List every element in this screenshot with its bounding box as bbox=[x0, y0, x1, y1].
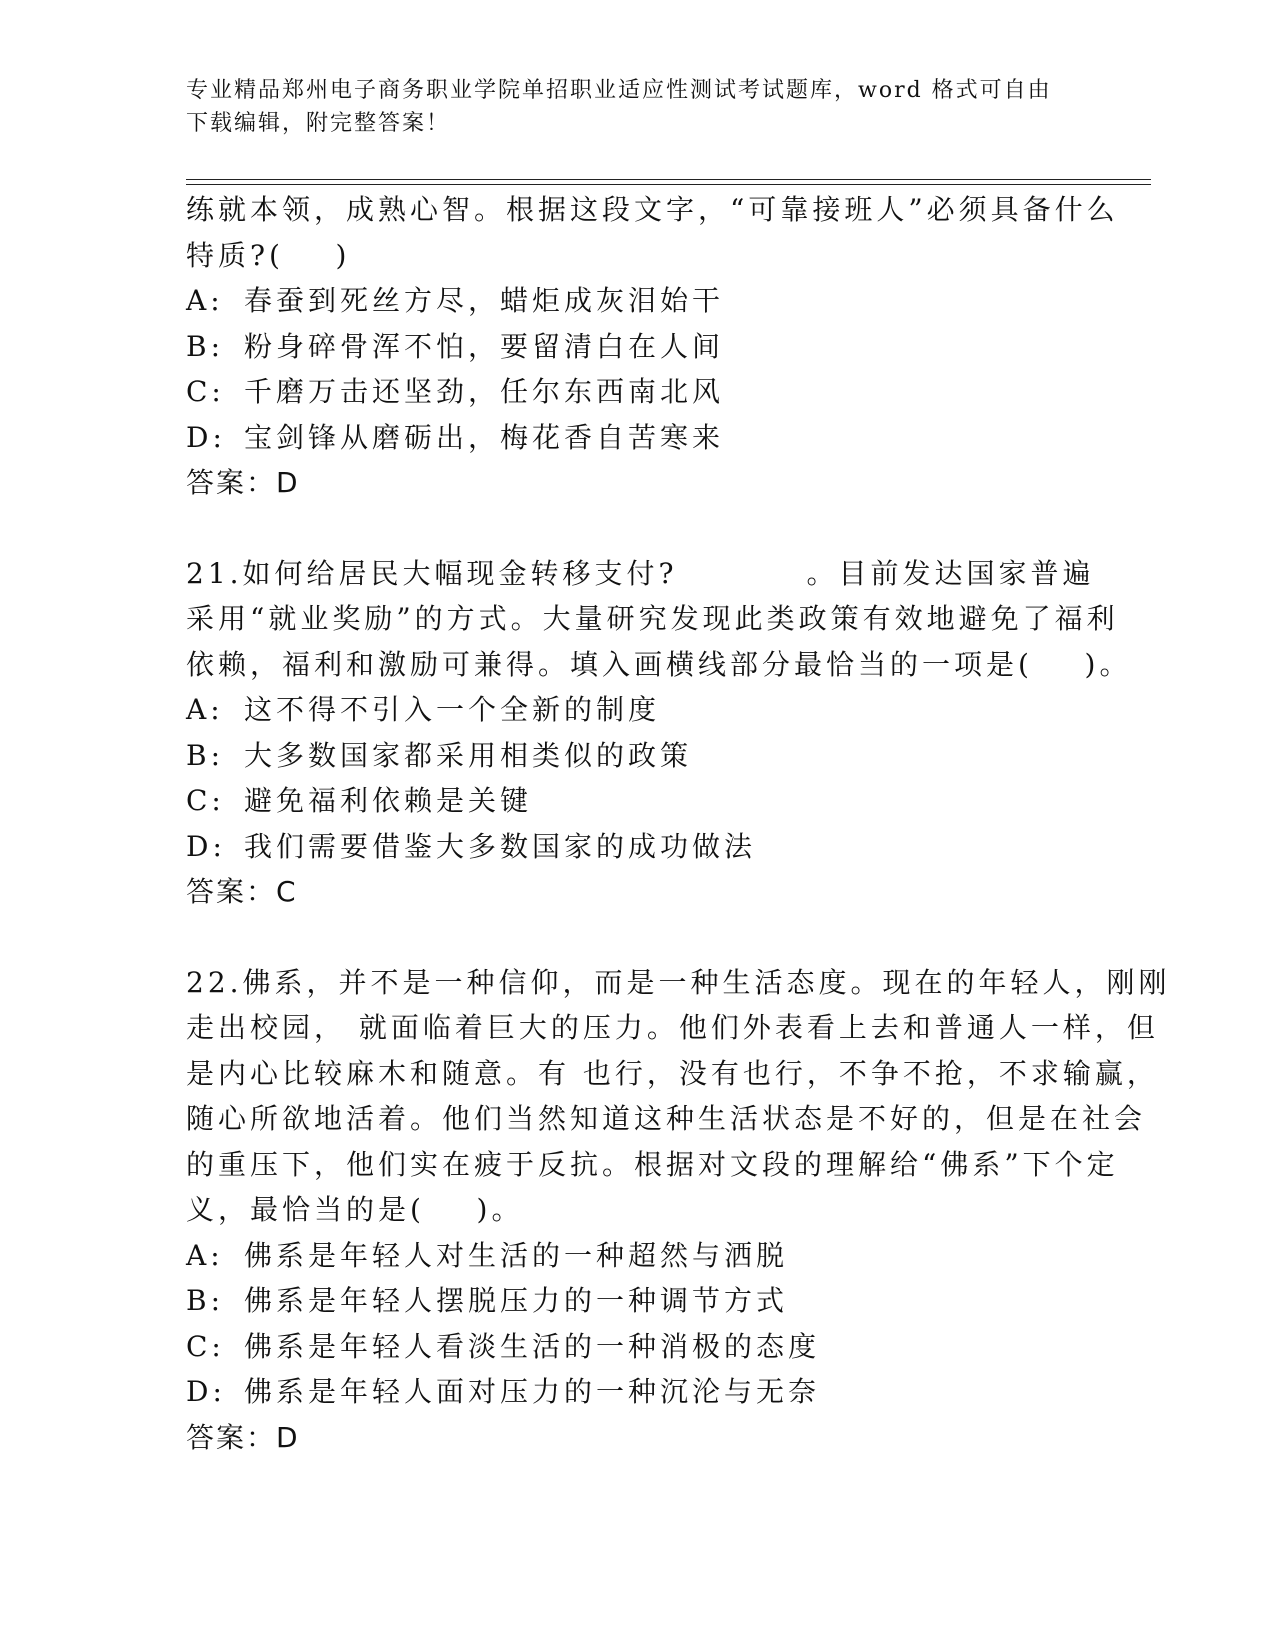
option-text: 春蚕到死丝方尽，蜡炬成灰泪始干 bbox=[244, 284, 725, 317]
option-key: D: bbox=[186, 420, 226, 454]
option-key: B: bbox=[186, 738, 225, 772]
option-text: 佛系是年轻人面对压力的一种沉沦与无奈 bbox=[244, 1375, 821, 1408]
option-text: 粉身碎骨浑不怕，要留清白在人间 bbox=[244, 329, 725, 363]
answer: 答案：C bbox=[186, 875, 298, 908]
option-a bbox=[186, 1233, 1086, 1279]
spacer bbox=[186, 915, 1086, 960]
option-a bbox=[186, 278, 1086, 324]
option-b bbox=[186, 324, 1086, 370]
header-line-1: 专业精品郑州电子商务职业学院单招职业适应性测试考试题库，word 格式可自由 bbox=[186, 78, 1052, 103]
answer: 答案：D bbox=[186, 1420, 300, 1454]
option-key: C: bbox=[186, 784, 225, 817]
option-b bbox=[186, 1278, 1086, 1324]
option-text: 我们需要借鉴大多数国家的成功做法 bbox=[244, 829, 757, 863]
option-c bbox=[186, 778, 1086, 824]
header-divider-bottom bbox=[186, 184, 1151, 185]
question-stem-line: 采用“就业奖励”的方式。大量研究发现此类政策有效地避免了福利 bbox=[186, 602, 1119, 635]
answer: 答案：D bbox=[186, 466, 300, 499]
question-stem-line: 练就本领，成熟心智。根据这段文字，“可靠接班人”必须具备什么 bbox=[186, 193, 1119, 226]
header-divider-top bbox=[186, 179, 1151, 180]
question-stem-line: 依赖，福利和激励可兼得。填入画横线部分最恰当的一项是( )。 bbox=[186, 647, 1132, 681]
header-line-2: 下载编辑，附完整答案！ bbox=[186, 111, 451, 136]
option-text: 避免福利依赖是关键 bbox=[244, 784, 533, 817]
option-text: 大多数国家都采用相类似的政策 bbox=[244, 738, 693, 772]
option-d bbox=[186, 824, 1086, 870]
option-text: 佛系是年轻人摆脱压力的一种调节方式 bbox=[244, 1284, 789, 1317]
option-key: A: bbox=[186, 1238, 224, 1272]
option-key: B: bbox=[186, 1284, 225, 1317]
question-21 bbox=[186, 551, 1132, 915]
question-stem-line: 22.佛系，并不是一种信仰，而是一种生活态度。现在的年轻人，刚刚 bbox=[186, 965, 1171, 999]
question-stem-line: 走出校园， 就面临着巨大的压力。他们外表看上去和普通人一样，但 bbox=[186, 1011, 1159, 1044]
option-c bbox=[186, 1324, 1086, 1370]
option-text: 千磨万击还坚劲，任尔东西南北风 bbox=[244, 375, 725, 408]
option-key: A: bbox=[186, 284, 224, 317]
option-text: 佛系是年轻人看淡生活的一种消极的态度 bbox=[244, 1329, 821, 1363]
question-stem-line: 特质?( ) bbox=[186, 238, 351, 272]
option-d bbox=[186, 1369, 1086, 1415]
option-d bbox=[186, 415, 1086, 461]
question-22 bbox=[186, 960, 1171, 1461]
option-key: B: bbox=[186, 329, 225, 363]
question-content bbox=[186, 187, 1171, 1460]
option-a bbox=[186, 687, 1086, 733]
page-header bbox=[186, 74, 1066, 140]
option-b bbox=[186, 733, 1086, 779]
option-text: 这不得不引入一个全新的制度 bbox=[244, 693, 661, 726]
option-key: C: bbox=[186, 375, 225, 408]
option-key: D: bbox=[186, 1375, 226, 1408]
option-key: D: bbox=[186, 829, 226, 863]
option-text: 佛系是年轻人对生活的一种超然与洒脱 bbox=[244, 1238, 789, 1272]
option-text: 宝剑锋从磨砺出，梅花香自苦寒来 bbox=[244, 420, 725, 454]
question-stem-line: 是内心比较麻木和随意。有 也行，没有也行，不争不抢，不求输赢， bbox=[186, 1056, 1159, 1090]
question-stem-line: 的重压下，他们实在疲于反抗。根据对文段的理解给“佛系”下个定 bbox=[186, 1147, 1119, 1181]
question-20 bbox=[186, 187, 1119, 506]
question-stem-line: 随心所欲地活着。他们当然知道这种生活状态是不好的，但是在社会 bbox=[186, 1102, 1147, 1135]
spacer bbox=[186, 506, 1086, 551]
question-stem-line: 21.如何给居民大幅现金转移支付? 。目前发达国家普遍 bbox=[186, 556, 1095, 590]
option-key: C: bbox=[186, 1329, 225, 1363]
option-key: A: bbox=[186, 693, 224, 726]
option-c bbox=[186, 369, 1086, 415]
question-stem-line: 义，最恰当的是( )。 bbox=[186, 1193, 524, 1226]
